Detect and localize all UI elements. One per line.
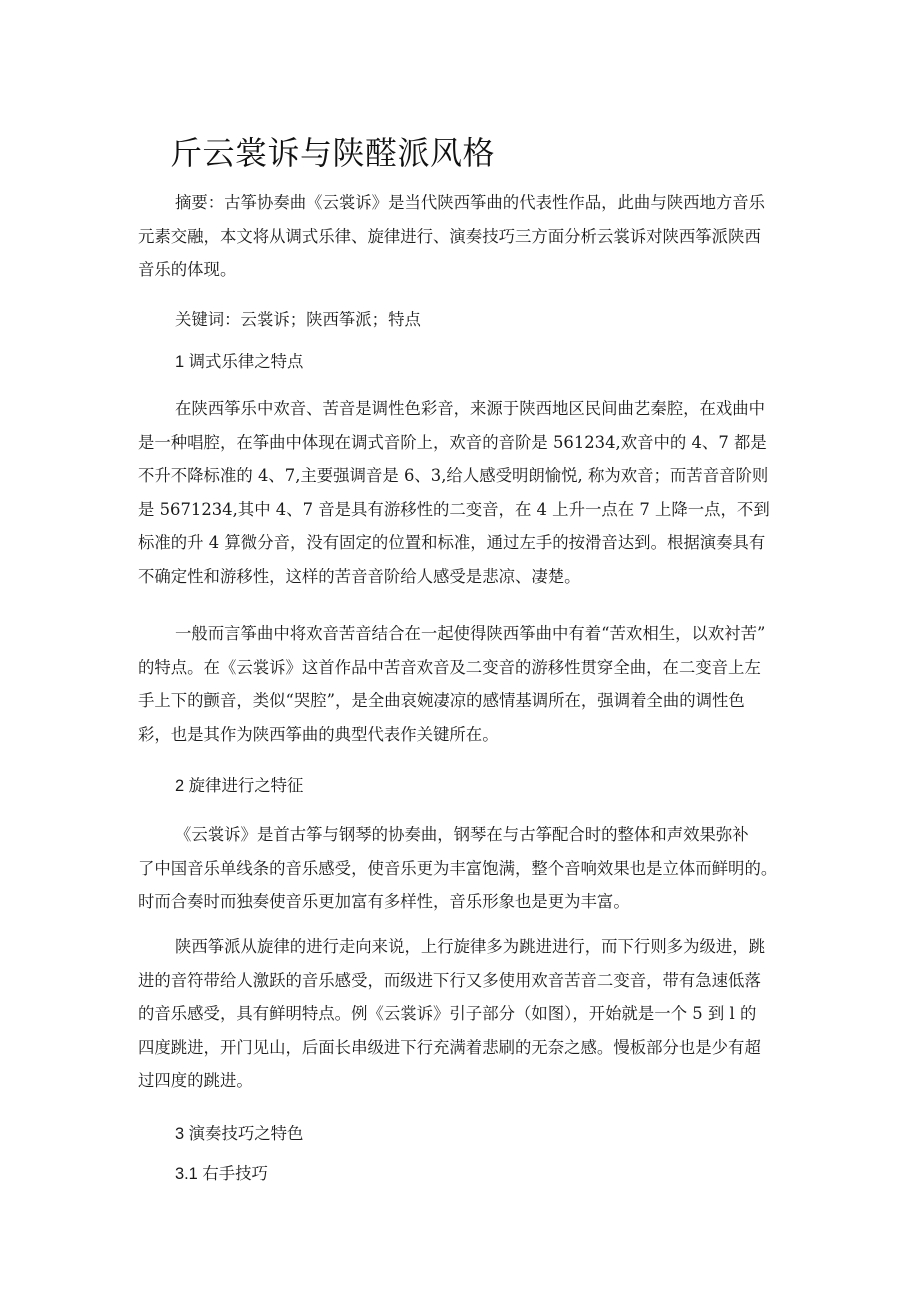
- paragraph-line: 不确定性和游移性，这样的苦音音阶给人感受是悲凉、凄楚。: [138, 566, 581, 586]
- paragraph-line: 《云裳诉》是首古筝与钢琴的协奏曲，钢琴在与古筝配合时的整体和声效果弥补: [175, 825, 749, 844]
- paragraph-line: 过四度的跳进。: [138, 1071, 253, 1091]
- paragraph-line: 在陕西筝乐中欢音、苦音是调性色彩音，来源于陕西地区民间曲艺秦腔，在戏曲中: [175, 399, 766, 418]
- paragraph-line: 一般而言筝曲中将欢音苦音结合在一起使得陕西筝曲中有着“苦欢相生，以欢衬苦”: [175, 624, 766, 643]
- body-paragraph-1: [138, 392, 790, 594]
- paragraph-line: 进的音符带给人激跃的音乐感受，而级进下行又多使用欢音苦音二变音，带有急速低落: [138, 970, 761, 990]
- abstract-line: 元素交融，本文将从调式乐律、旋律进行、演奏技巧三方面分析云裳诉对陕西筝派陕西: [138, 226, 761, 246]
- body-paragraph-4: [138, 930, 790, 1098]
- subsection-heading-3-1: 3.1 右手技巧: [175, 1165, 268, 1183]
- paragraph-line: 时而合奏时而独奏使音乐更加富有多样性，音乐形象也是更为丰富。: [138, 892, 630, 912]
- section-heading-2: 2 旋律进行之特征: [175, 777, 304, 795]
- keywords: 关键词：云裳诉；陕西筝派；特点: [175, 310, 421, 329]
- paragraph-line: 四度跳进，开门见山，后面长串级进下行充满着悲刷的无奈之感。慢板部分也是少有超: [138, 1037, 761, 1057]
- body-paragraph-3: [138, 818, 790, 919]
- paragraph-line: 的音乐感受，具有鲜明特点。例《云裳诉》引子部分（如图），开始就是一个 5 到 l 的: [138, 1004, 757, 1024]
- paragraph-line: 了中国音乐单线条的音乐感受，使音乐更为丰富饱满，整个音响效果也是立体而鲜明的。: [138, 858, 778, 878]
- body-paragraph-2: [138, 617, 790, 751]
- paragraph-line: 标准的升 4 算微分音，没有固定的位置和标准，通过左手的按滑音达到。根据演奏具有: [138, 533, 766, 553]
- abstract-line: 音乐的体现。: [138, 260, 237, 280]
- section-heading-1: 1 调式乐律之特点: [175, 353, 304, 371]
- paragraph-line: 不升不降标准的 4、7,主要强调音是 6、3,给人感受明朗愉悦, 称为欢音；而苦音音阶则: [138, 466, 769, 486]
- section-heading-3: 3 演奏技巧之特色: [175, 1125, 304, 1143]
- paragraph-line: 是 5671234,其中 4、7 音是具有游移性的二变音，在 4 上升一点在 7 上降一点，不到: [138, 499, 770, 519]
- document-title: 斤云裳诉与陕醛派风格: [170, 134, 496, 172]
- paragraph-line: 陕西筝派从旋律的进行走向来说，上行旋律多为跳进进行，而下行则多为级进，跳: [175, 937, 766, 956]
- paragraph-line: 是一种唱腔，在筝曲中体现在调式音阶上，欢音的音阶是 561234,欢音中的 4、7 都是: [138, 432, 767, 452]
- paragraph-line: 手上下的颤音，类似“哭腔”，是全曲哀婉凄凉的感情基调所在，强调着全曲的调性色: [138, 691, 745, 711]
- abstract-line: 摘要：古筝协奏曲《云裳诉》是当代陕西筝曲的代表性作品，此曲与陕西地方音乐: [175, 193, 766, 212]
- paragraph-line: 彩，也是其作为陕西筝曲的典型代表作关键所在。: [138, 724, 499, 744]
- abstract-paragraph: [138, 186, 790, 287]
- paragraph-line: 的特点。在《云裳诉》这首作品中苦音欢音及二变音的游移性贯穿全曲，在二变音上左: [138, 657, 761, 677]
